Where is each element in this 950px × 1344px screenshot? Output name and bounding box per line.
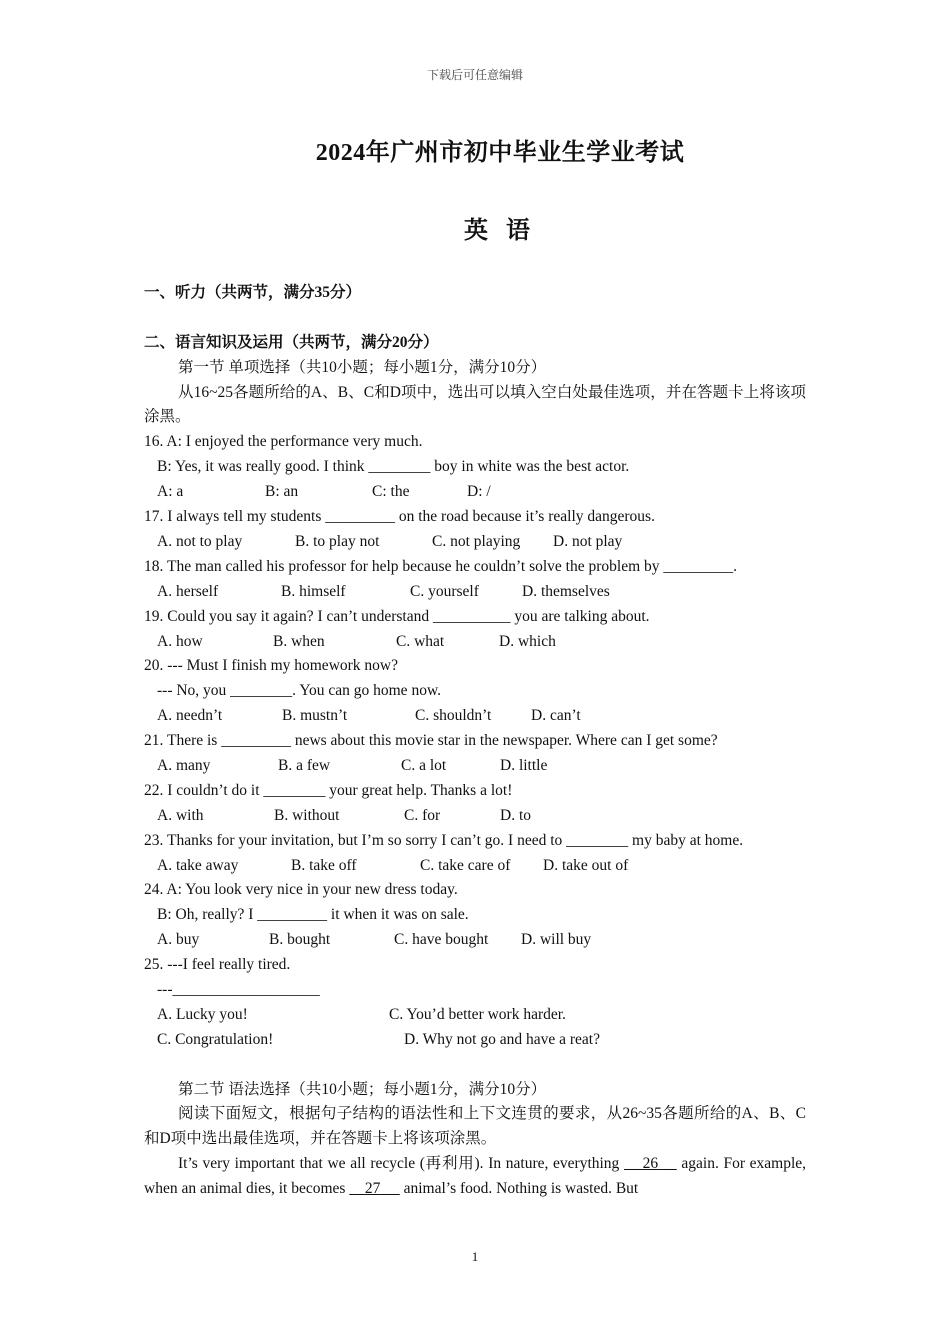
question-options bbox=[144, 854, 806, 879]
option-b: B. when bbox=[273, 632, 325, 650]
option-d: D. which bbox=[499, 632, 556, 650]
option-c: C. You’d better work harder. bbox=[389, 1005, 566, 1023]
option-a: A. many bbox=[157, 756, 211, 774]
option-d: D. to bbox=[500, 806, 531, 824]
question-options bbox=[144, 804, 806, 829]
option-a: A. not to play bbox=[157, 532, 243, 550]
question-options bbox=[144, 1028, 806, 1053]
question-stem: 23. Thanks for your invitation, but I’m so sorry I can’t go. I need to ________ my baby at home. bbox=[144, 831, 744, 849]
question-stem: B: Yes, it was really good. I think ________ boy in white was the best actor. bbox=[157, 458, 630, 476]
option-a: A. take away bbox=[157, 856, 239, 874]
question-options bbox=[144, 530, 806, 555]
section-heading-language: 二、语言知识及运用（共两节，满分20分） bbox=[144, 333, 439, 351]
option-a: A. buy bbox=[157, 931, 200, 949]
question-options bbox=[144, 928, 806, 953]
option-b: B. bought bbox=[269, 931, 331, 949]
question-stem: 21. There is _________ news about this movie star in the newspaper. Where can I get some? bbox=[144, 732, 718, 750]
option-b: B. a few bbox=[278, 756, 331, 774]
question-options bbox=[144, 480, 806, 505]
question-stem: 24. A: You look very nice in your new dress today. bbox=[144, 881, 458, 899]
option-d: D. little bbox=[500, 756, 548, 774]
option-d: D. themselves bbox=[522, 582, 610, 600]
question-options bbox=[144, 704, 806, 729]
option-c: C. take care of bbox=[420, 856, 511, 874]
question-options bbox=[144, 580, 806, 605]
option-b: B. take off bbox=[291, 856, 357, 874]
exam-content bbox=[144, 281, 806, 1202]
passage-text: It’s very important that we all recycle (再利用). In nature, everything bbox=[178, 1155, 624, 1173]
option-d: D. will buy bbox=[521, 931, 592, 949]
question-stem: --- No, you ________. You can go home now. bbox=[157, 682, 442, 700]
option-c: C. Congratulation! bbox=[157, 1030, 274, 1048]
question-stem: 18. The man called his professor for help because he couldn’t solve the problem by _________. bbox=[144, 557, 738, 575]
option-d: D: / bbox=[467, 483, 491, 501]
header-note: 下载后可任意编辑 bbox=[426, 68, 523, 82]
option-a: A. with bbox=[157, 806, 204, 824]
question-options bbox=[144, 630, 806, 655]
option-c: C. shouldn’t bbox=[415, 707, 492, 725]
option-c: C: the bbox=[372, 483, 410, 501]
passage-text: again. For example, when an animal dies, it becomes bbox=[144, 1155, 807, 1198]
option-d: D. not play bbox=[553, 532, 623, 550]
option-a: A. herself bbox=[157, 582, 219, 600]
passage-text: animal’s food. Nothing is wasted. But bbox=[399, 1180, 639, 1198]
page-number: 1 bbox=[471, 1249, 479, 1264]
page-title: 2024年广州市初中毕业生学业考试 bbox=[315, 140, 685, 166]
question-stem: 17. I always tell my students _________ on the road because it’s really dangerous. bbox=[144, 508, 655, 526]
option-d: D. Why not go and have a reat? bbox=[404, 1030, 600, 1048]
part1-instruction: 从16~25各题所给的A、B、C和D项中，选出可以填入空白处最佳选项，并在答题卡上将该项涂黑。 bbox=[144, 383, 806, 426]
question-stem: 22. I couldn’t do it ________ your great help. Thanks a lot! bbox=[144, 781, 513, 799]
option-a: A. Lucky you! bbox=[157, 1005, 248, 1023]
option-b: B. mustn’t bbox=[282, 707, 348, 725]
option-a: A. needn’t bbox=[157, 707, 223, 725]
option-b: B. himself bbox=[281, 582, 346, 600]
option-d: D. take out of bbox=[543, 856, 629, 874]
question-stem: 16. A: I enjoyed the performance very much. bbox=[144, 433, 423, 451]
question-options bbox=[144, 754, 806, 779]
option-c: C. for bbox=[404, 806, 441, 824]
option-c: C. yourself bbox=[410, 582, 479, 600]
part2-instruction: 阅读下面短文，根据句子结构的语法性和上下文连贯的要求，从26~35各题所给的A、B、C和D项中选出最佳选项，并在答题卡上将该项涂黑。 bbox=[144, 1105, 806, 1148]
part1-heading: 第一节 单项选择（共10小题；每小题1分，满分10分） bbox=[178, 358, 547, 376]
part2-heading: 第二节 语法选择（共10小题；每小题1分，满分10分） bbox=[178, 1080, 547, 1098]
option-b: B. to play not bbox=[295, 532, 380, 550]
option-c: C. what bbox=[396, 632, 445, 650]
section-heading-listening: 一、听力（共两节，满分35分） bbox=[144, 284, 362, 301]
option-b: B. without bbox=[274, 806, 340, 824]
question-options bbox=[144, 1003, 806, 1028]
passage-paragraph bbox=[144, 1152, 806, 1202]
question-stem: 20. --- Must I finish my homework now? bbox=[144, 657, 398, 675]
option-a: A. how bbox=[157, 632, 203, 650]
option-b: B: an bbox=[265, 483, 299, 501]
page-subtitle: 英 语 bbox=[464, 218, 536, 244]
question-stem: 19. Could you say it again? I can’t understand __________ you are talking about. bbox=[144, 607, 650, 625]
option-c: C. have bought bbox=[394, 931, 489, 949]
option-a: A: a bbox=[157, 483, 184, 501]
blank-27: 27 bbox=[364, 1180, 381, 1198]
blank-26: 26 bbox=[642, 1155, 659, 1173]
question-stem: 25. ---I feel really tired. bbox=[144, 956, 291, 974]
option-c: C. a lot bbox=[401, 756, 447, 774]
question-stem: ---___________________ bbox=[157, 980, 320, 998]
option-d: D. can’t bbox=[531, 707, 581, 725]
question-stem: B: Oh, really? I _________ it when it was on sale. bbox=[157, 906, 469, 924]
option-c: C. not playing bbox=[432, 532, 521, 550]
